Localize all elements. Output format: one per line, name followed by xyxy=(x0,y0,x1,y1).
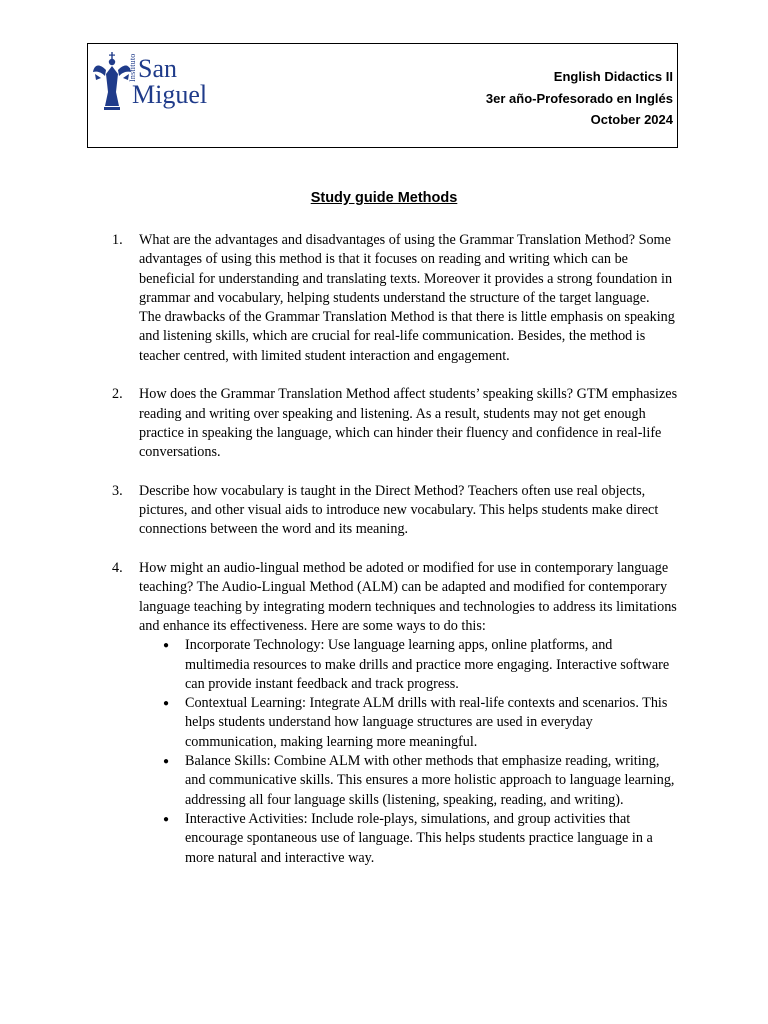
question-number: 3. xyxy=(112,482,123,499)
logo-line-san: San xyxy=(138,54,177,83)
question-4 xyxy=(112,559,680,868)
question-text: What are the advantages and disadvantages of using the Grammar Translation Method? Some advantages of using this method is that it focuses on reading and writing which can be beneficial for understanding and translating texts. Moreover it provides a strong foundation in grammar and vocabulary, helping students understand the structure of the target language. xyxy=(139,232,673,306)
institute-logo xyxy=(92,52,212,114)
logo-line-miguel: Miguel xyxy=(132,80,208,109)
question-number: 2. xyxy=(112,386,123,403)
list-item xyxy=(139,636,680,694)
page-title: Study guide Methods xyxy=(310,190,458,206)
bullet-icon: ● xyxy=(163,813,170,825)
list-item-text: Incorporate Technology: Use language learning apps, online platforms, and multimedia resources to make drills and practice more engaging. Interactive software can provide instant feedback and track progress. xyxy=(185,637,670,692)
bullet-icon: ● xyxy=(163,698,170,710)
question-text: How does the Grammar Translation Method affect students’ speaking skills? GTM emphasizes reading and writing over speaking and listening. As a result, students may not get enough practice in speaking the language, which can hinder their fluency and confidence in real-life conversations. xyxy=(139,386,678,461)
list-item xyxy=(139,810,680,868)
course-name: English Didactics II xyxy=(553,69,673,84)
question-1 xyxy=(112,231,680,366)
program-name: 3er año-Profesorado en Inglés xyxy=(485,90,673,106)
document-date: October 2024 xyxy=(590,112,673,127)
document-header xyxy=(87,43,678,148)
bullet-icon: ● xyxy=(163,756,170,768)
list-item-text: Balance Skills: Combine ALM with other methods that emphasize reading, writing, and communicative skills. This ensures a more holistic approach to language learning, addressing all four language skills (listening, speaking, reading, and writing). xyxy=(185,753,675,808)
list-item xyxy=(139,694,680,752)
question-2 xyxy=(112,385,680,462)
question-text: The drawbacks of the Grammar Translation Method is that there is little emphasis on speaking and listening skills, which are crucial for real-life communication. Besides, the method is teacher centred, with limited student interaction and engagement. xyxy=(139,309,675,364)
header-info xyxy=(486,66,673,131)
question-text: How might an audio-lingual method be adoted or modified for use in contemporary language teaching? The Audio-Lingual Method (ALM) can be adapted and modified for contemporary language teaching by integrating modern techniques and technologies to address its limitations and enhance its effectiveness. Here are some ways to do this: xyxy=(139,560,677,634)
list-item-text: Interactive Activities: Include role-plays, simulations, and group activities that encourage spontaneous use of language. This helps students practice language in a more natural and interactive way. xyxy=(185,810,653,866)
angel-emblem-icon xyxy=(92,52,132,112)
bullet-icon: ● xyxy=(163,640,170,652)
questions-list xyxy=(112,231,680,887)
question-3 xyxy=(112,482,680,540)
bullet-list xyxy=(139,636,680,868)
list-item-text: Contextual Learning: Integrate ALM drills with real-life contexts and scenarios. This helps students understand how language structures are used in everyday communication, making learning more meaningful. xyxy=(185,695,668,750)
list-item xyxy=(139,752,680,810)
question-text: Describe how vocabulary is taught in the Direct Method? Teachers often use real objects, pictures, and other visual aids to introduce new vocabulary. This helps students make direct connections between the word and its meaning. xyxy=(139,482,659,538)
question-number: 4. xyxy=(112,560,123,577)
question-number: 1. xyxy=(112,232,123,248)
logo-small-text: Instituto xyxy=(128,53,137,82)
